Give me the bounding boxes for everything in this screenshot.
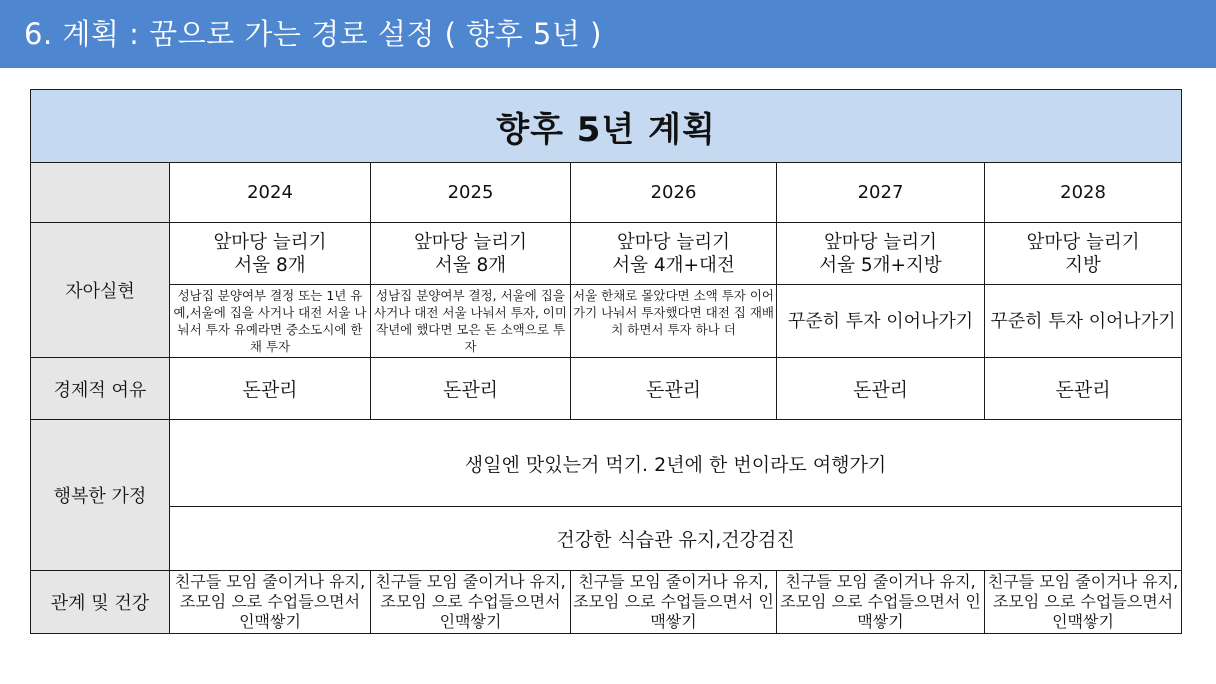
finance-cell: 돈관리 [571, 358, 777, 420]
finance-cell: 돈관리 [985, 358, 1182, 420]
year-cell: 2027 [777, 163, 985, 223]
relations-cell: 친구들 모임 줄이거나 유지, 조모임 으로 수업들으면서 인맥쌓기 [777, 571, 985, 634]
title-bar [0, 0, 1216, 68]
relations-row [31, 571, 1182, 634]
finance-cell: 돈관리 [777, 358, 985, 420]
detail-cell: 꾸준히 투자 이어나가기 [985, 285, 1182, 358]
goal-line: 지방 [1065, 254, 1101, 276]
year-cell: 2024 [170, 163, 371, 223]
row-label-finance: 경제적 여유 [31, 358, 170, 420]
goal-line: 서울 8개 [234, 254, 306, 276]
slide-title: 6. 계획 : 꿈으로 가는 경로 설정 ( 향후 5년 ) [24, 17, 602, 51]
corner-cell [31, 163, 170, 223]
self-realization-goal-row [31, 223, 1182, 285]
row-label-relations: 관계 및 건강 [31, 571, 170, 634]
relations-cell: 친구들 모임 줄이거나 유지, 조모임 으로 수업들으면서 인맥쌓기 [985, 571, 1182, 634]
detail-cell [571, 285, 777, 358]
finance-row [31, 358, 1182, 420]
detail-text: 서울 한채로 몰았다면 소액 투자 이어가기 나눠서 투자했다면 대전 집 재배치 하면서 투자 하나 더 [573, 288, 774, 337]
goal-line: 앞마당 늘리기 [1026, 231, 1140, 253]
goal-line: 앞마당 늘리기 [823, 231, 938, 253]
self-realization-detail-row [31, 285, 1182, 358]
detail-cell: 꾸준히 투자 이어나가기 [777, 285, 985, 358]
detail-text: 성남집 분양여부 결정, 서울에 집을 사거나 대전 서울 나눠서 투자, 이미 작년에 했다면 모은 돈 소액으로 투자 [374, 288, 567, 354]
goal-cell [777, 223, 985, 285]
family-line-2: 건강한 식습관 유지,건강검진 [170, 507, 1182, 571]
table-heading: 향후 5년 계획 [31, 90, 1182, 163]
detail-cell [170, 285, 371, 358]
relations-cell: 친구들 모임 줄이거나 유지, 조모임 으로 수업들으면서 인맥쌓기 [571, 571, 777, 634]
goal-cell [985, 223, 1182, 285]
goal-line: 앞마당 늘리기 [616, 231, 731, 253]
year-row [31, 163, 1182, 223]
goal-cell [571, 223, 777, 285]
finance-cell: 돈관리 [371, 358, 571, 420]
goal-line: 서울 5개+지방 [819, 254, 942, 276]
year-cell: 2028 [985, 163, 1182, 223]
family-line-1: 생일엔 맛있는거 먹기. 2년에 한 번이라도 여행가기 [170, 420, 1182, 507]
family-row-1 [31, 420, 1182, 507]
goal-line: 서울 4개+대전 [612, 254, 735, 276]
goal-cell [371, 223, 571, 285]
relations-cell: 친구들 모임 줄이거나 유지, 조모임 으로 수업들으면서 인맥쌓기 [170, 571, 371, 634]
row-label-self-realization: 자아실현 [31, 223, 170, 358]
row-label-family: 행복한 가정 [31, 420, 170, 571]
family-row-2 [31, 507, 1182, 571]
finance-cell: 돈관리 [170, 358, 371, 420]
detail-cell [371, 285, 571, 358]
goal-line: 서울 8개 [434, 254, 507, 276]
goal-line: 앞마당 늘리기 [413, 231, 528, 253]
detail-text: 성남집 분양여부 결정 또는 1년 유예,서울에 집을 사거나 대전 서울 나눠서 투자 유예라면 중소도시에 한 채 투자 [173, 288, 367, 354]
year-cell: 2025 [371, 163, 571, 223]
goal-cell [170, 223, 371, 285]
plan-table [30, 89, 1182, 634]
goal-line: 앞마당 늘리기 [213, 231, 327, 253]
year-cell: 2026 [571, 163, 777, 223]
relations-cell: 친구들 모임 줄이거나 유지, 조모임 으로 수업들으면서 인맥쌓기 [371, 571, 571, 634]
